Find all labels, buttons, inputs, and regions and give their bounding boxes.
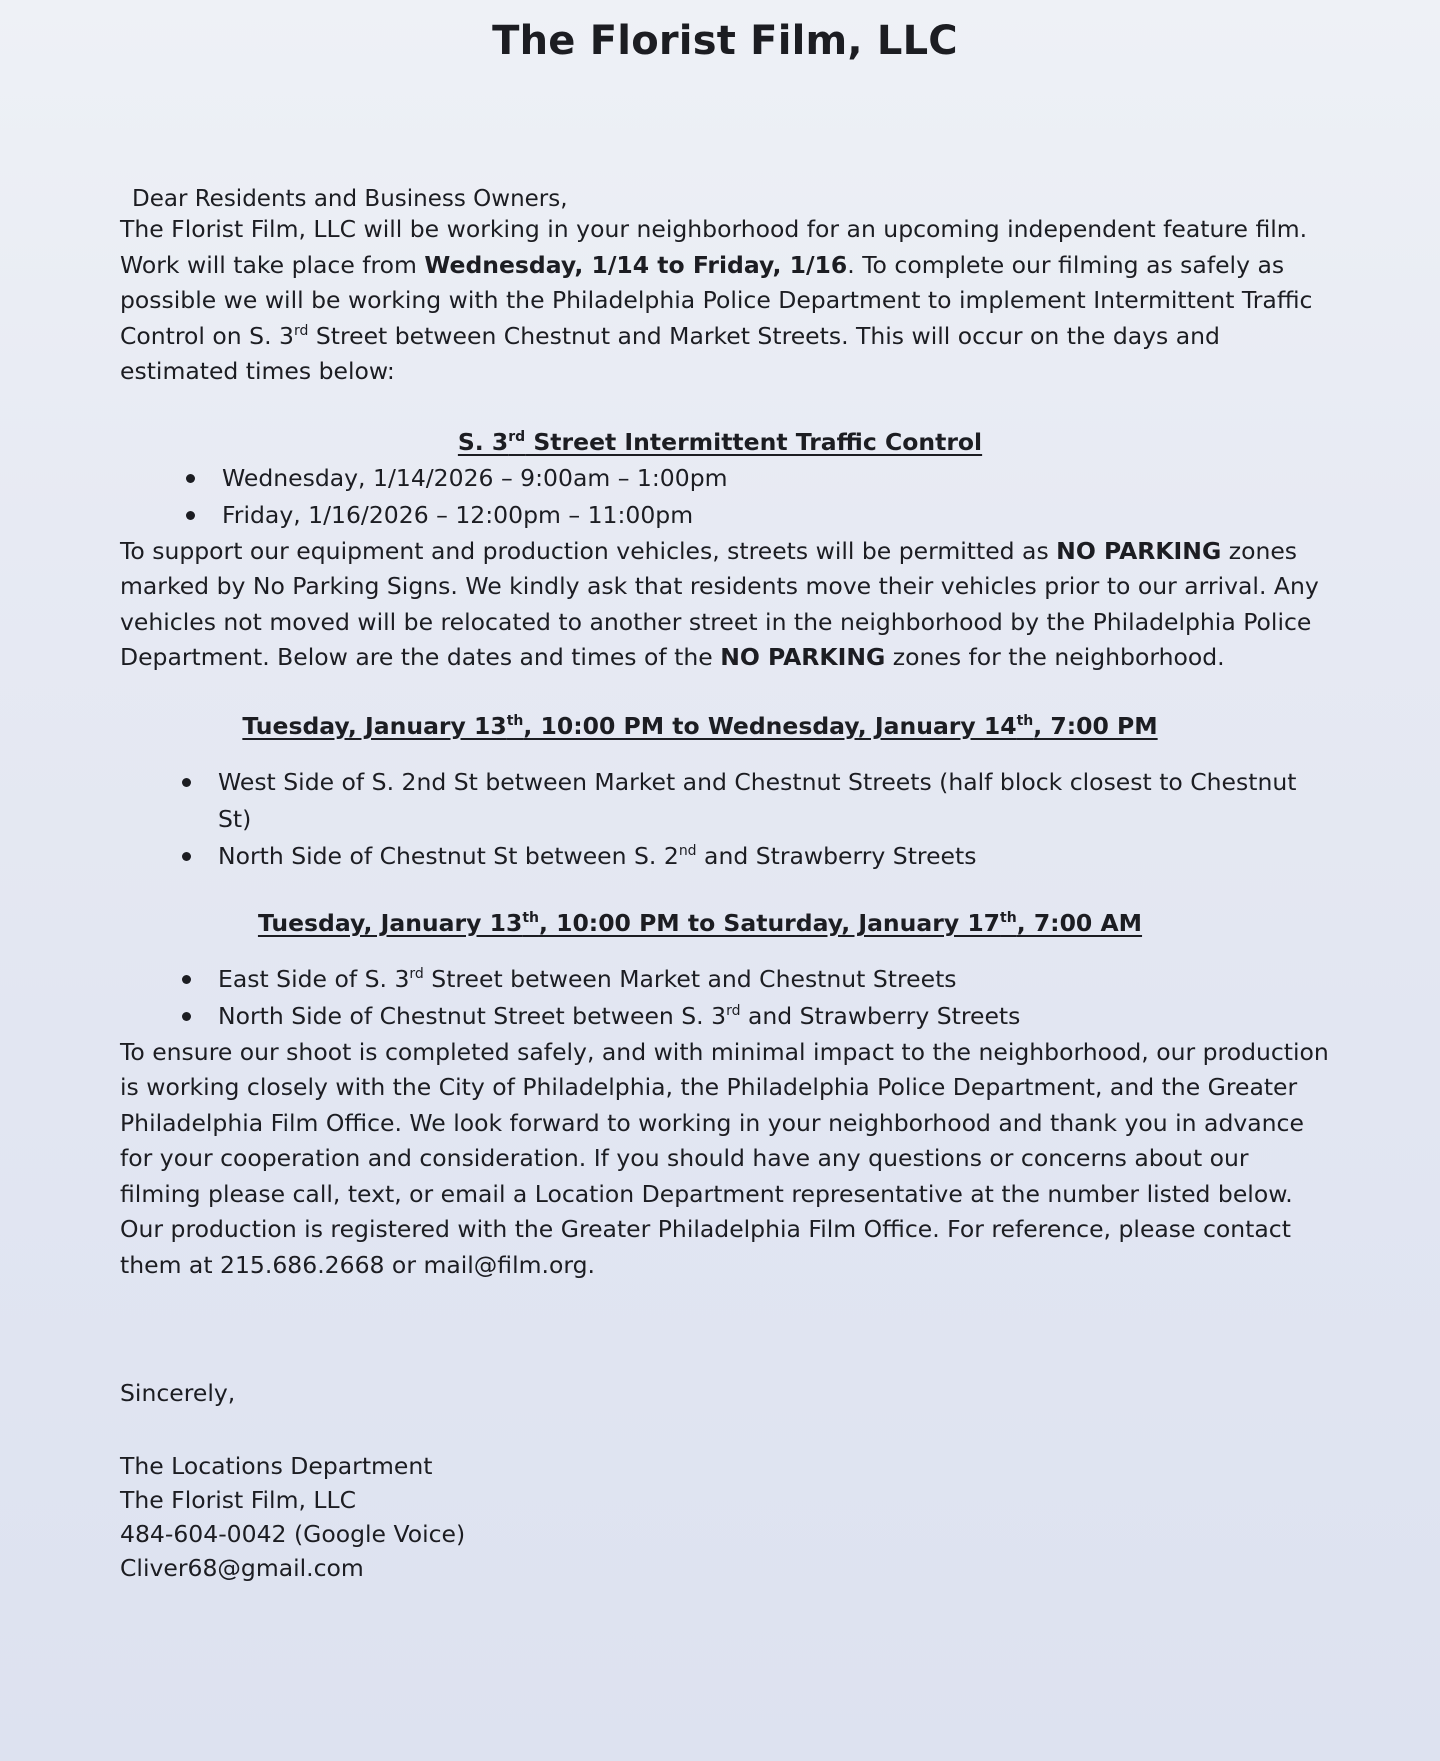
ordinal-suffix: th <box>506 712 524 729</box>
bullet-icon <box>186 511 195 520</box>
ordinal-suffix: th <box>1000 909 1017 926</box>
ordinal-suffix: rd <box>508 428 526 445</box>
parking-text-2: zones marked by No Parking Signs. We kindly ask that residents move their vehicles prior to our arrival. Any vehicles not moved will be relocated to another street in the neighborhood by the Philadelphia Police Department. Below are the dates and times of the <box>120 536 1319 671</box>
parking-text-3: zones for the neighborhood. <box>885 643 1225 671</box>
parking-heading-2 <box>120 909 1330 937</box>
ordinal-suffix: th <box>522 909 539 926</box>
bullet-icon <box>182 975 191 984</box>
list-item <box>126 838 1330 875</box>
list-item <box>126 764 1330 838</box>
bullet-icon <box>182 852 191 861</box>
list-item-text: and Strawberry Streets <box>740 1001 1021 1030</box>
parking-heading-1 <box>120 712 1330 740</box>
traffic-control-heading <box>120 428 1330 456</box>
parking-text-1: To support our equipment and production vehicles, streets will be permitted as <box>120 536 1057 565</box>
heading-part: , 7:00 AM <box>1016 908 1143 937</box>
no-parking-bold: NO PARKING <box>720 643 886 671</box>
no-parking-bold: NO PARKING <box>1056 536 1222 565</box>
ordinal-suffix: nd <box>678 842 697 859</box>
ordinal-suffix: rd <box>293 322 309 339</box>
bullet-icon <box>182 1012 191 1021</box>
bullet-icon <box>182 778 191 787</box>
salutation: Dear Residents and Business Owners, <box>132 186 568 212</box>
list-item-text: Friday, 1/16/2026 – 12:00pm – 11:00pm <box>222 500 694 529</box>
parking-list-1 <box>126 764 1330 875</box>
traffic-control-list <box>130 460 1330 534</box>
intro-text-3: Street between Chestnut and Market Streets. This will occur on the days and estimated times below: <box>120 321 1220 385</box>
ordinal-suffix: rd <box>409 965 424 982</box>
closing-sincerely: Sincerely, <box>120 1379 236 1407</box>
letter-title: The Florist Film, LLC <box>492 18 958 64</box>
ordinal-suffix: rd <box>726 1002 741 1019</box>
list-item-text: North Side of Chestnut Street between S. 3 <box>218 1001 727 1030</box>
heading-part: , 10:00 PM to Wednesday, January 14 <box>523 711 1017 740</box>
list-item-text: Wednesday, 1/14/2026 – 9:00am – 1:00pm <box>222 463 728 492</box>
heading-part: Tuesday, January 13 <box>257 908 523 937</box>
heading-part: , 10:00 PM to Saturday, January 17 <box>538 908 1001 937</box>
heading-part: S. 3 <box>457 427 509 456</box>
signature-company: The Florist Film, LLC <box>120 1486 357 1514</box>
list-item-text: East Side of S. 3 <box>218 964 410 993</box>
signature-phone: 484-604-0042 (Google Voice) <box>120 1520 466 1548</box>
list-item-text: West Side of S. 2nd St between Market and Chestnut Streets (half block closest to Chestnut St) <box>218 767 1297 833</box>
list-item <box>126 998 1330 1035</box>
list-item-text: and Strawberry Streets <box>696 841 977 870</box>
list-item-text: North Side of Chestnut St between S. 2 <box>218 841 679 870</box>
parking-list-2 <box>126 961 1330 1035</box>
list-item <box>130 497 1330 534</box>
signature-department: The Locations Department <box>120 1452 433 1480</box>
heading-part: , 7:00 PM <box>1033 711 1158 740</box>
work-dates: Wednesday, 1/14 to Friday, 1/16 <box>424 250 848 279</box>
bullet-icon <box>186 474 195 483</box>
list-item <box>126 961 1330 998</box>
list-item <box>130 460 1330 497</box>
heading-part: Tuesday, January 13 <box>242 711 507 740</box>
heading-part: Street Intermittent Traffic Control <box>525 427 983 456</box>
intro-text-2: . To complete our filming as safely as possible we will be working with the Philadelphia Police Department to implement Intermittent Traffic Control on S. 3 <box>120 250 1313 350</box>
intro-text-1: The Florist Film, LLC will be working in your neighborhood for an upcoming independent feature film. Work will take place from <box>120 215 1308 279</box>
signature-block <box>120 1449 1330 1585</box>
closing-paragraph: To ensure our shoot is completed safely, and with minimal impact to the neighborhood, our production is working closely with the City of Philadelphia, the Philadelphia Police Department, and the Greater Philadelphia Film Office. We look forward to working in your neighborhood and thank you in advance for your cooperation and consideration. If you should have any questions or concerns about our filming please call, text, or email a Location Department representative at the number listed below. Our production is registered with the Greater Philadelphia Film Office. For reference, please contact them at 215.686.2668 or mail@film.org. <box>120 1037 1329 1279</box>
intro-paragraph <box>120 212 1330 390</box>
list-item-text: Street between Market and Chestnut Streets <box>423 964 957 993</box>
parking-paragraph <box>120 534 1330 676</box>
ordinal-suffix: th <box>1016 712 1034 729</box>
signature-email: Cliver68@gmail.com <box>120 1554 364 1582</box>
